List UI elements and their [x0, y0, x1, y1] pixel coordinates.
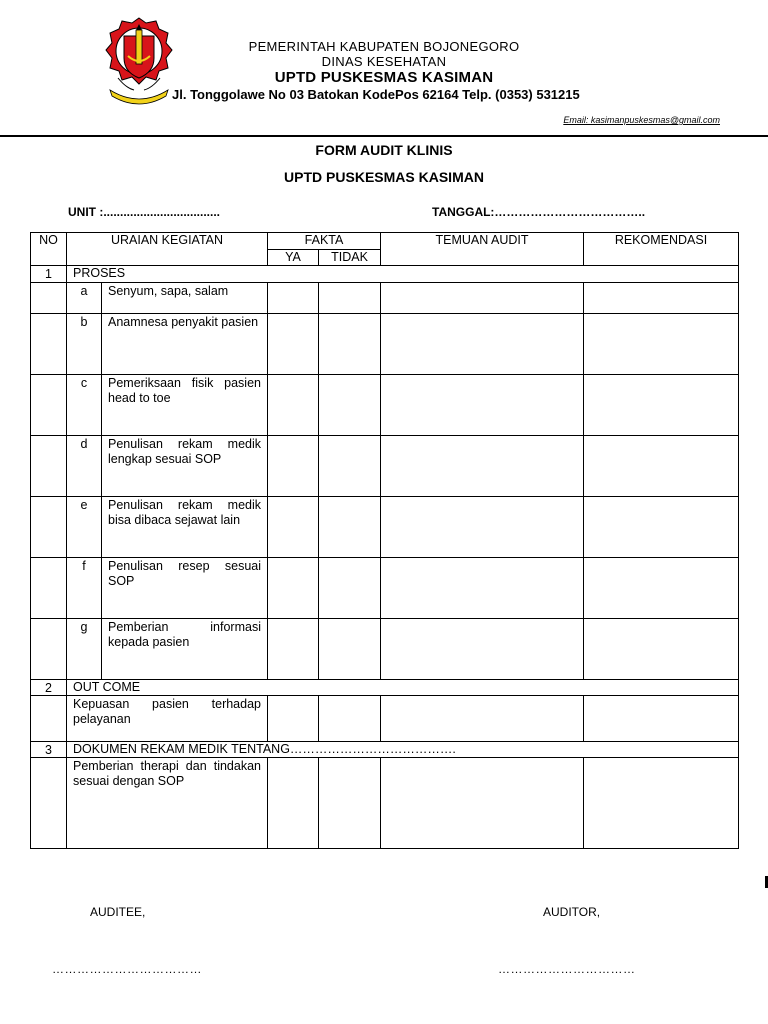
col-header-no: NO	[31, 233, 67, 266]
rekomendasi-cell[interactable]	[584, 758, 739, 849]
section-title: PROSES	[67, 266, 739, 283]
section-row	[31, 742, 739, 758]
section-row	[31, 266, 739, 283]
ya-cell[interactable]	[268, 758, 319, 849]
rekomendasi-cell[interactable]	[584, 558, 739, 619]
rekomendasi-cell[interactable]	[584, 375, 739, 436]
ya-cell[interactable]	[268, 436, 319, 497]
header-government-line: PEMERINTAH KABUPATEN BOJONEGORO	[248, 39, 520, 54]
temuan-cell[interactable]	[381, 283, 584, 314]
rekomendasi-cell[interactable]	[584, 497, 739, 558]
item-letter: e	[67, 497, 102, 558]
section-title: OUT COME	[67, 680, 739, 696]
tanggal-field-label: TANGGAL:………………………………..	[432, 205, 646, 219]
ya-cell[interactable]	[268, 283, 319, 314]
header-department-line: DINAS KESEHATAN	[321, 54, 447, 69]
col-header-temuan: TEMUAN AUDIT	[381, 233, 584, 266]
table-row	[31, 283, 739, 314]
auditor-label: AUDITOR,	[543, 905, 601, 919]
header-divider	[0, 135, 768, 137]
tidak-cell[interactable]	[319, 619, 381, 680]
item-letter: d	[67, 436, 102, 497]
rekomendasi-cell[interactable]	[584, 314, 739, 375]
table-row	[31, 619, 739, 680]
auditee-signature-line: ………………………………	[52, 962, 202, 976]
rekomendasi-cell[interactable]	[584, 283, 739, 314]
header-address: Jl. Tonggolawe No 03 Batokan KodePos 62164 Telp. (0353) 531215	[172, 87, 580, 102]
item-text: Pemberian therapi dan tindakan sesuai dengan SOP	[67, 758, 268, 849]
section-number: 3	[31, 742, 67, 758]
form-subtitle: UPTD PUSKESMAS KASIMAN	[284, 169, 484, 185]
table-row	[31, 375, 739, 436]
item-letter: c	[67, 375, 102, 436]
section-number: 2	[31, 680, 67, 696]
item-letter: a	[67, 283, 102, 314]
col-header-uraian: URAIAN KEGIATAN	[67, 233, 268, 266]
ya-cell[interactable]	[268, 696, 319, 742]
item-text: Senyum, sapa, salam	[102, 283, 268, 314]
tidak-cell[interactable]	[319, 375, 381, 436]
tidak-cell[interactable]	[319, 314, 381, 375]
header-email-link[interactable]: Email: kasimanpuskesmas@gmail.com	[563, 115, 720, 125]
temuan-cell[interactable]	[381, 375, 584, 436]
item-letter: b	[67, 314, 102, 375]
temuan-cell[interactable]	[381, 436, 584, 497]
temuan-cell[interactable]	[381, 314, 584, 375]
item-text: Penulisan rekam medik lengkap sesuai SOP	[102, 436, 268, 497]
temuan-cell[interactable]	[381, 619, 584, 680]
item-letter: f	[67, 558, 102, 619]
tidak-cell[interactable]	[319, 696, 381, 742]
audit-table	[30, 232, 739, 849]
section-row	[31, 680, 739, 696]
item-letter: g	[67, 619, 102, 680]
rekomendasi-cell[interactable]	[584, 696, 739, 742]
header-institution-line: UPTD PUSKESMAS KASIMAN	[274, 69, 494, 86]
col-header-rekomendasi: REKOMENDASI	[584, 233, 739, 266]
tidak-cell[interactable]	[319, 283, 381, 314]
item-text: Anamnesa penyakit pasien	[102, 314, 268, 375]
ya-cell[interactable]	[268, 558, 319, 619]
section-title: DOKUMEN REKAM MEDIK TENTANG………………………………….	[67, 742, 739, 758]
section-number: 1	[31, 266, 67, 283]
tidak-cell[interactable]	[319, 558, 381, 619]
ya-cell[interactable]	[268, 497, 319, 558]
unit-field-label: UNIT :...................................	[68, 205, 221, 219]
auditee-label: AUDITEE,	[90, 905, 146, 919]
table-header-row	[31, 233, 739, 250]
item-text: Penulisan resep sesuai SOP	[102, 558, 268, 619]
col-header-fakta: FAKTA	[268, 233, 381, 250]
table-row	[31, 436, 739, 497]
rekomendasi-cell[interactable]	[584, 619, 739, 680]
item-text: Pemberian informasi kepada pasien	[102, 619, 268, 680]
table-row	[31, 558, 739, 619]
temuan-cell[interactable]	[381, 696, 584, 742]
rekomendasi-cell[interactable]	[584, 436, 739, 497]
tidak-cell[interactable]	[319, 758, 381, 849]
ya-cell[interactable]	[268, 314, 319, 375]
tidak-cell[interactable]	[319, 436, 381, 497]
ya-cell[interactable]	[268, 619, 319, 680]
table-row	[31, 314, 739, 375]
col-header-tidak: TIDAK	[319, 250, 381, 266]
item-text: Kepuasan pasien terhadap pelayanan	[67, 696, 268, 742]
ya-cell[interactable]	[268, 375, 319, 436]
table-row	[31, 497, 739, 558]
temuan-cell[interactable]	[381, 497, 584, 558]
tidak-cell[interactable]	[319, 497, 381, 558]
item-text: Pemeriksaan fisik pasien head to toe	[102, 375, 268, 436]
table-row	[31, 696, 739, 742]
item-text: Penulisan rekam medik bisa dibaca sejawat lain	[102, 497, 268, 558]
auditor-signature-line: ……………………………	[498, 962, 636, 976]
col-header-ya: YA	[268, 250, 319, 266]
form-title: FORM AUDIT KLINIS	[315, 142, 453, 158]
temuan-cell[interactable]	[381, 558, 584, 619]
temuan-cell[interactable]	[381, 758, 584, 849]
table-row	[31, 758, 739, 849]
